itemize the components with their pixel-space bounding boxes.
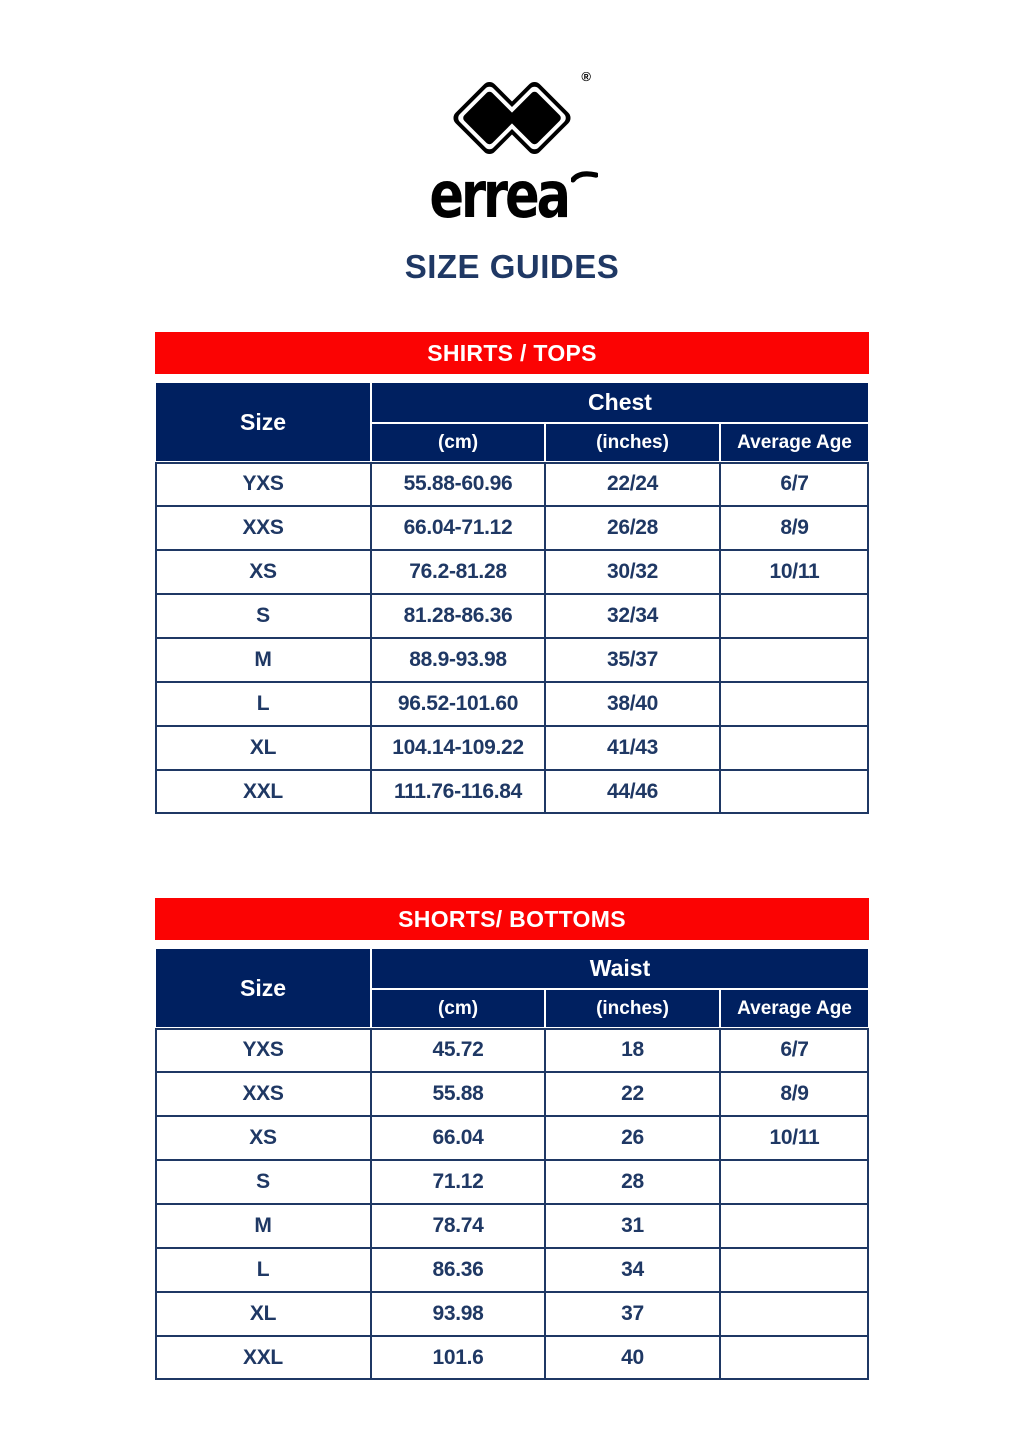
inches-cell: 30/32 (545, 550, 720, 594)
header-size: Size (155, 382, 371, 462)
inches-cell: 34 (545, 1248, 720, 1292)
brand-wordmark-row (0, 159, 1024, 233)
age-cell: 10/11 (720, 1116, 869, 1160)
cm-cell: 76.2-81.28 (371, 550, 545, 594)
header-waist: Waist (371, 948, 869, 989)
header-inches: (inches) (545, 989, 720, 1028)
inches-cell: 41/43 (545, 726, 720, 770)
cm-cell: 96.52-101.60 (371, 682, 545, 726)
page-title: SIZE GUIDES (404, 248, 620, 285)
header-cm: (cm) (371, 423, 545, 462)
shorts-bottoms-section (155, 898, 869, 1380)
inches-cell: 18 (545, 1028, 720, 1072)
inches-cell: 37 (545, 1292, 720, 1336)
shorts-table-header (155, 948, 869, 1028)
size-cell: M (155, 638, 371, 682)
cm-cell: 81.28-86.36 (371, 594, 545, 638)
inches-cell: 28 (545, 1160, 720, 1204)
age-cell (720, 726, 869, 770)
wordmark-accent-icon (571, 169, 598, 183)
inches-cell: 32/34 (545, 594, 720, 638)
shirts-table-header (155, 382, 869, 462)
age-cell: 6/7 (720, 1028, 869, 1072)
age-cell (720, 594, 869, 638)
age-cell (720, 682, 869, 726)
header-cm: (cm) (371, 989, 545, 1028)
size-cell: M (155, 1204, 371, 1248)
age-cell (720, 1204, 869, 1248)
cm-cell: 86.36 (371, 1248, 545, 1292)
header-inches: (inches) (545, 423, 720, 462)
inches-cell: 22 (545, 1072, 720, 1116)
shirts-table-body (155, 462, 869, 814)
size-cell: YXS (155, 462, 371, 506)
size-cell: XL (155, 1292, 371, 1336)
size-cell: YXS (155, 1028, 371, 1072)
cm-cell: 93.98 (371, 1292, 545, 1336)
header-average-age: Average Age (720, 423, 869, 462)
age-cell: 8/9 (720, 506, 869, 550)
size-cell: XS (155, 1116, 371, 1160)
header-size: Size (155, 948, 371, 1028)
brand-wordmark: errea (429, 159, 568, 233)
registered-mark: ® (581, 69, 591, 84)
age-cell (720, 638, 869, 682)
size-cell: XXL (155, 770, 371, 814)
cm-cell: 66.04-71.12 (371, 506, 545, 550)
errea-diamonds-icon (443, 72, 581, 164)
inches-cell: 31 (545, 1204, 720, 1248)
cm-cell: 66.04 (371, 1116, 545, 1160)
cm-cell: 78.74 (371, 1204, 545, 1248)
inches-cell: 26/28 (545, 506, 720, 550)
cm-cell: 55.88 (371, 1072, 545, 1116)
age-cell (720, 1248, 869, 1292)
age-cell: 10/11 (720, 550, 869, 594)
age-cell (720, 770, 869, 814)
cm-cell: 88.9-93.98 (371, 638, 545, 682)
shorts-bottoms-banner: SHORTS/ BOTTOMS (155, 898, 869, 940)
size-cell: XXS (155, 1072, 371, 1116)
age-cell (720, 1160, 869, 1204)
inches-cell: 40 (545, 1336, 720, 1380)
age-cell: 6/7 (720, 462, 869, 506)
age-cell (720, 1336, 869, 1380)
cm-cell: 71.12 (371, 1160, 545, 1204)
size-cell: XXS (155, 506, 371, 550)
size-guide-content (155, 332, 869, 1380)
cm-cell: 55.88-60.96 (371, 462, 545, 506)
shorts-table-body (155, 1028, 869, 1380)
size-cell: XXL (155, 1336, 371, 1380)
size-cell: S (155, 594, 371, 638)
size-cell: L (155, 682, 371, 726)
shirts-tops-section (155, 332, 869, 814)
cm-cell: 111.76-116.84 (371, 770, 545, 814)
cm-cell: 104.14-109.22 (371, 726, 545, 770)
header-average-age: Average Age (720, 989, 869, 1028)
inches-cell: 44/46 (545, 770, 720, 814)
size-cell: XL (155, 726, 371, 770)
size-cell: L (155, 1248, 371, 1292)
brand-header (0, 0, 1024, 233)
inches-cell: 35/37 (545, 638, 720, 682)
age-cell: 8/9 (720, 1072, 869, 1116)
cm-cell: 101.6 (371, 1336, 545, 1380)
size-cell: XS (155, 550, 371, 594)
shirts-tops-banner: SHIRTS / TOPS (155, 332, 869, 374)
inches-cell: 26 (545, 1116, 720, 1160)
errea-logo (443, 69, 591, 164)
inches-cell: 22/24 (545, 462, 720, 506)
cm-cell: 45.72 (371, 1028, 545, 1072)
header-chest: Chest (371, 382, 869, 423)
age-cell (720, 1292, 869, 1336)
inches-cell: 38/40 (545, 682, 720, 726)
size-cell: S (155, 1160, 371, 1204)
